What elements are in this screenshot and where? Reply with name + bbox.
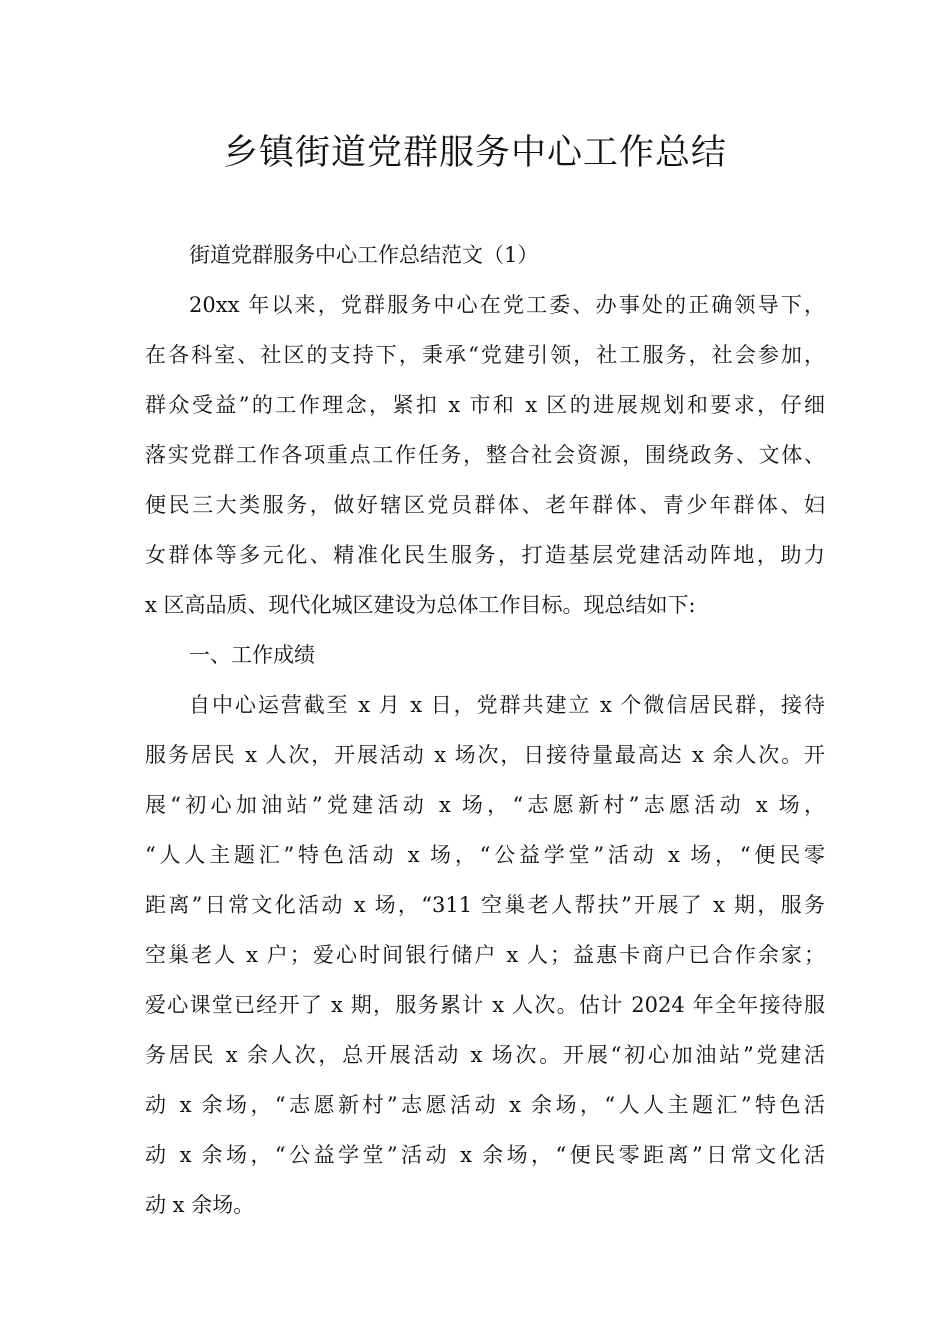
text-line: 空巢老人 x 户；爱心时间银行储户 x 人；益惠卡商户已合作余家； (145, 943, 825, 967)
text-line: “人人主题汇”特色活动 x 场，“公益学堂”活动 x 场，“便民零 (145, 843, 825, 867)
text-line: 自中心运营截至 x 月 x 日，党群共建立 x 个微信居民群，接待 (189, 693, 825, 717)
document-body (145, 230, 825, 1230)
text-line: 动 x 余场。 (145, 1193, 255, 1217)
text-line: 女群体等多元化、精准化民生服务，打造基层党建活动阵地，助力 (145, 543, 825, 567)
text-line: 落实党群工作各项重点工作任务，整合社会资源，围绕政务、文体、 (145, 443, 825, 467)
document-title: 乡镇街道党群服务中心工作总结 (222, 133, 727, 173)
text-line: 街道党群服务中心工作总结范文（1） (189, 243, 539, 267)
text-line: x 区高品质、现代化城区建设为总体工作目标。现总结如下: (145, 593, 696, 617)
text-line: 在各科室、社区的支持下，秉承“党建引领，社工服务，社会参加， (145, 343, 825, 367)
text-line: 群众受益”的工作理念，紧扣 x 市和 x 区的进展规划和要求，仔细 (145, 393, 825, 417)
text-line: 务居民 x 余人次，总开展活动 x 场次。开展“初心加油站”党建活 (145, 1043, 825, 1067)
text-line: 展“初心加油站”党建活动 x 场，“志愿新村”志愿活动 x 场， (145, 793, 825, 817)
text-line: 动 x 余场，“公益学堂”活动 x 余场，“便民零距离”日常文化活 (145, 1143, 825, 1167)
text-line: 距离”日常文化活动 x 场，“311 空巢老人帮扶”开展了 x 期，服务 (145, 893, 825, 917)
text-line: 20xx 年以来，党群服务中心在党工委、办事处的正确领导下， (189, 293, 825, 317)
text-line: 动 x 余场，“志愿新村”志愿活动 x 余场，“人人主题汇”特色活 (145, 1093, 825, 1117)
section-heading: 一、工作成绩 (189, 643, 315, 667)
text-line: 服务居民 x 人次，开展活动 x 场次，日接待量最高达 x 余人次。开 (145, 743, 825, 767)
text-line: 爱心课堂已经开了 x 期，服务累计 x 人次。估计 2024 年全年接待服 (145, 993, 825, 1017)
text-line: 便民三大类服务，做好辖区党员群体、老年群体、青少年群体、妇 (145, 493, 825, 517)
